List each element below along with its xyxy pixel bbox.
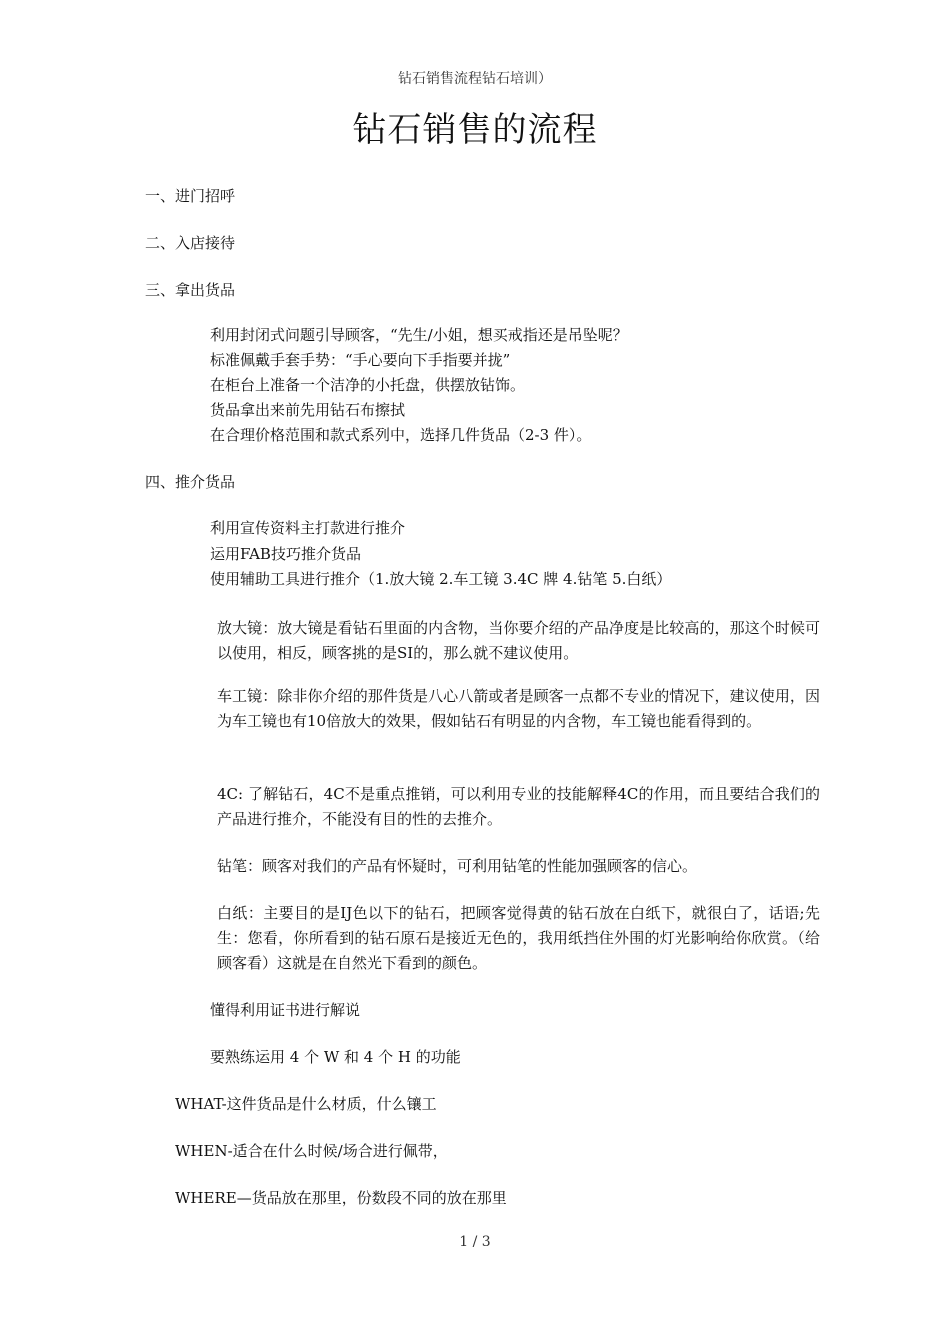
w-line-what: WHAT-这件货品是什么材质，什么镶工	[175, 1095, 437, 1113]
certificate-line: 懂得利用证书进行解说	[210, 1001, 361, 1019]
list-item: 使用辅助工具进行推介（1.放大镜 2.车工镜 3.4C 牌 4.钻笔 5.白纸）	[210, 570, 672, 588]
list-item: 在合理价格范围和款式系列中，选择几件货品（2-3 件）。	[210, 426, 592, 444]
list-item: 利用宣传资料主打款进行推介	[210, 519, 406, 537]
tool-paragraph-white-paper: 白纸：主要目的是IJ色以下的钻石，把顾客觉得黄的钻石放在白纸下，就很白了，话语;先生：您看，你所看到的钻石原石是接近无色的，我用纸挡住外围的灯光影响给你欣赏。（给顾客看）这就是在自然光下看到的颜色。	[217, 904, 820, 972]
section-heading-4: 四、推介货品	[145, 473, 236, 491]
section-heading-1: 一、进门招呼	[145, 187, 236, 205]
page-header: 钻石销售流程钻石培训）	[398, 71, 552, 87]
list-item: 在柜台上准备一个洁净的小托盘，供摆放钻饰。	[210, 376, 526, 394]
section-heading-2: 二、入店接待	[145, 234, 236, 252]
four-w-four-h-line: 要熟练运用 4 个 W 和 4 个 H 的功能	[210, 1048, 461, 1066]
w-line-where: WHERE—货品放在那里，份数段不同的放在那里	[175, 1189, 507, 1207]
section-heading-3: 三、拿出货品	[145, 281, 236, 299]
list-item: 标准佩戴手套手势：“手心要向下手指要并拢”	[210, 351, 511, 369]
tool-paragraph-4c: 4C: 了解钻石，4C不是重点推销，可以利用专业的技能解释4C的作用，而且要结合我们的产品进行推介，不能没有目的性的去推介。	[217, 785, 820, 828]
tool-paragraph-magnifier: 放大镜：放大镜是看钻石里面的内含物，当你要介绍的产品净度是比较高的，那这个时候可以使用，相反，顾客挑的是SI的，那么就不建议使用。	[217, 619, 820, 662]
list-item: 利用封闭式问题引导顾客，“先生/小姐，想买戒指还是吊坠呢？	[210, 326, 628, 344]
list-item: 货品拿出来前先用钻石布擦拭	[210, 401, 406, 419]
tool-paragraph-diamond-pen: 钻笔：顾客对我们的产品有怀疑时，可利用钻笔的性能加强顾客的信心。	[217, 857, 698, 875]
list-item: 运用FAB技巧推介货品	[210, 545, 361, 563]
w-line-when: WHEN-适合在什么时候/场合进行佩带，	[175, 1142, 448, 1160]
page-number: 1 / 3	[459, 1234, 491, 1250]
tool-paragraph-cut-scope: 车工镜：除非你介绍的那件货是八心八箭或者是顾客一点都不专业的情况下，建议使用，因为车工镜也有10倍放大的效果，假如钻石有明显的内含物，车工镜也能看得到的。	[217, 687, 820, 730]
document-title: 钻石销售的流程	[352, 110, 598, 150]
